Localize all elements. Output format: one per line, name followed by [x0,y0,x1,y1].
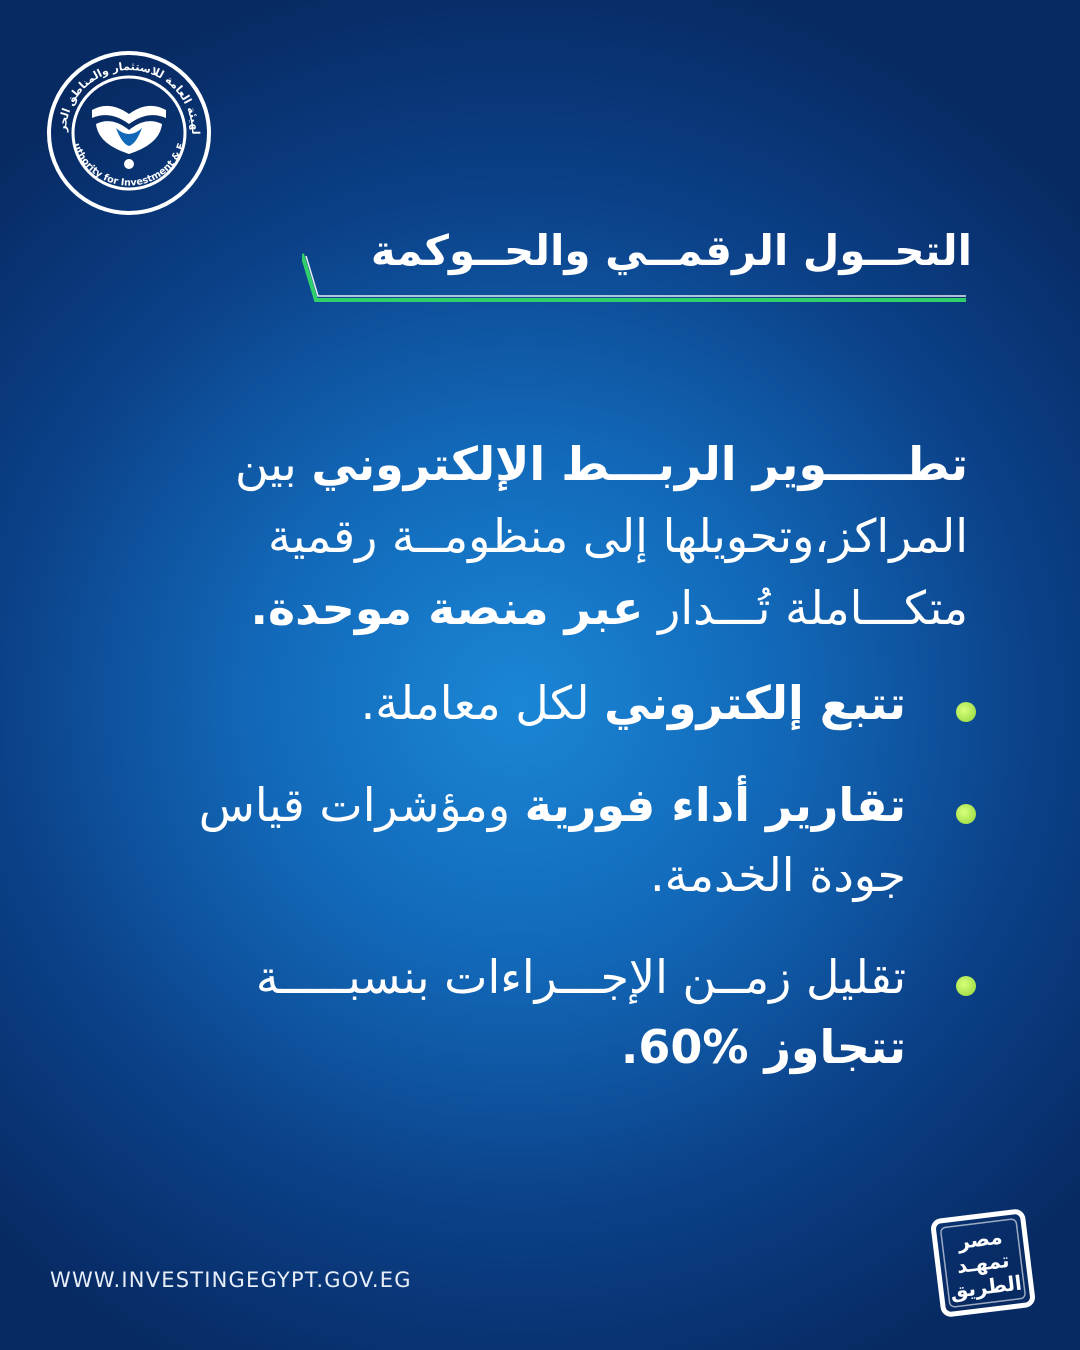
stamp-line-1: مصر [956,1224,1004,1254]
intro-paragraph [138,428,968,644]
bullet-bold: تتجاوز %60. [620,1020,906,1074]
stamp-line-3: الطريق [948,1270,1024,1304]
website-url: WWW.INVESTINGEGYPT.GOV.EG [50,1268,412,1292]
section-header [302,222,972,312]
bullet-text: لكل معاملة. [360,676,605,730]
page-title: التحــول الرقمــي والحــوكمة [370,226,972,275]
bullet-dot-icon [956,976,976,996]
stamp-line-2: تمهـد [955,1247,1011,1279]
list-item [96,668,976,738]
egypt-paves-the-way-stamp [928,1208,1038,1318]
bullet-bold: تقارير أداء فورية [524,778,906,832]
authority-logo [44,48,214,218]
bullet-dot-icon [956,804,976,824]
logo-english-text: uthority for Investment & F [70,141,188,189]
intro-bold-end: عبر منصة موحدة. [250,581,644,635]
feature-list [96,668,976,1114]
intro-text-middle: بين المراكز،وتحويلها إلى منظومــة رقمية متكـــاملة تُـــدار [235,437,968,635]
list-item [96,942,976,1082]
bullet-bold: تتبع إلكتروني [604,676,906,730]
svg-text:الهيئة العامة للاستثمار والمنا [44,48,202,135]
bullet-text: ومؤشرات قياس جودة الخدمة. [198,778,906,902]
intro-bold-start: تطـــــوير الربـــط الإلكتروني [311,437,968,491]
bullet-text: تقليل زمــن الإجـــراءات بنسبـــــة [255,950,906,1004]
logo-arabic-text: لهيئة العامة للاستثمار والمناطق الحر [55,59,203,135]
bullet-dot-icon [956,702,976,722]
list-item [96,770,976,910]
